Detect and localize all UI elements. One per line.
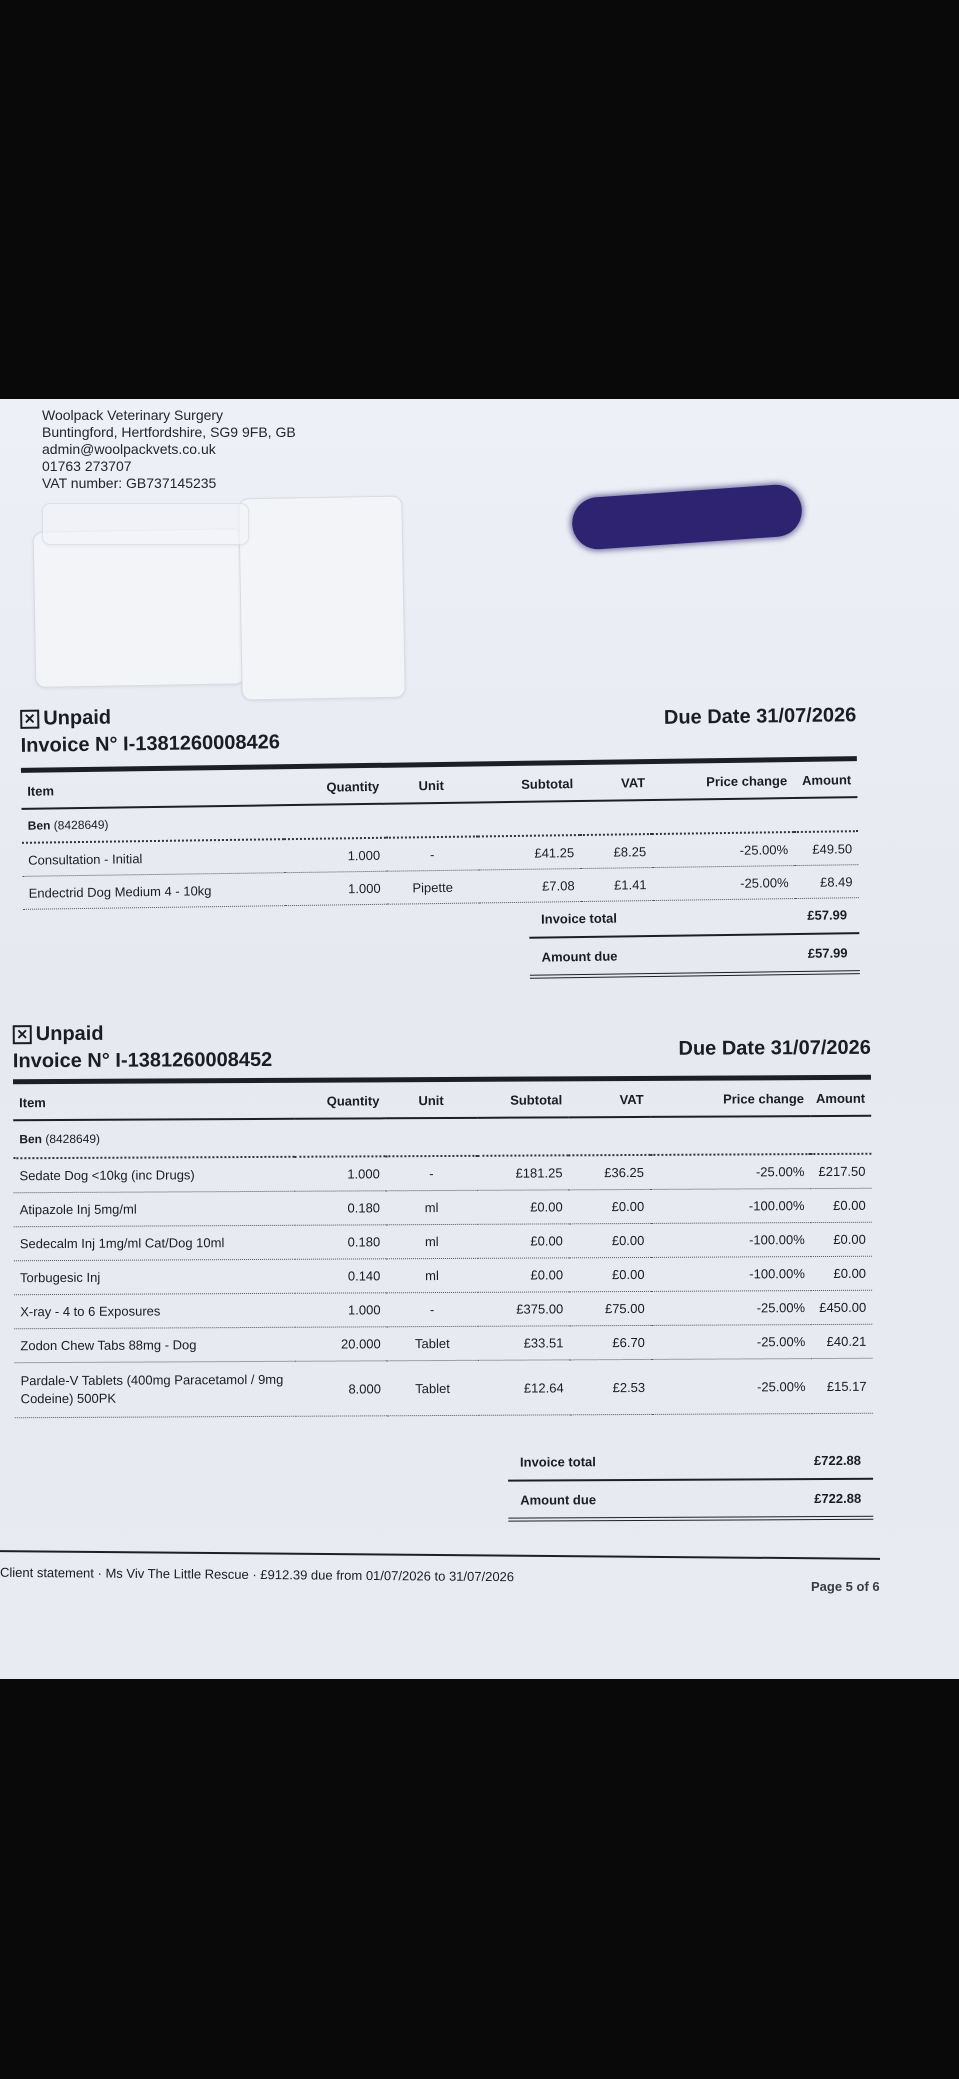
amount-due-row: Amount due £57.99 bbox=[529, 934, 860, 979]
header-subtotal: Subtotal bbox=[477, 766, 579, 802]
invoice-1-totals bbox=[529, 896, 860, 979]
invoice-2-number: Invoice N° I-1381260008452 bbox=[12, 1048, 273, 1073]
invoice-1-table bbox=[21, 762, 859, 910]
practice-phone: 01763 273707 bbox=[42, 458, 132, 474]
redaction-card-back bbox=[42, 503, 249, 545]
table-row: Pardale-V Tablets (400mg Paracetamol / 9mg Codeine) 500PK 8.000 Tablet £12.64 £2.53 -25.00% £15.17 bbox=[14, 1358, 872, 1417]
table-row: Sedecalm Inj 1mg/ml Cat/Dog 10ml 0.180 ml £0.00 £0.00 -100.00% £0.00 bbox=[14, 1222, 872, 1260]
header-item: Item bbox=[21, 770, 283, 809]
header-amount: Amount bbox=[810, 1081, 871, 1116]
header-quantity: Quantity bbox=[294, 1083, 386, 1118]
unpaid-x-icon: ✕ bbox=[13, 1025, 32, 1044]
redaction-card-middle bbox=[238, 496, 406, 701]
header-amount: Amount bbox=[793, 762, 857, 798]
invoice-2-due-date: Due Date 31/07/2026 bbox=[678, 1036, 871, 1060]
invoice-1-number: Invoice N° I-1381260008426 bbox=[20, 731, 281, 757]
invoice-1 bbox=[20, 696, 860, 988]
table-row: Atipazole Inj 5mg/ml 0.180 ml £0.00 £0.00 -100.00% £0.00 bbox=[14, 1188, 872, 1226]
redaction-scribble bbox=[570, 483, 803, 551]
document-page bbox=[0, 399, 959, 1679]
header-vat: VAT bbox=[568, 1082, 650, 1117]
header-price-change: Price change bbox=[650, 1081, 811, 1117]
pet-name: Ben bbox=[27, 818, 51, 833]
redaction-card-left bbox=[33, 528, 246, 688]
amount-due-row: Amount due £722.88 bbox=[508, 1480, 873, 1522]
invoice-2-totals bbox=[508, 1442, 873, 1522]
header-vat: VAT bbox=[579, 765, 651, 801]
practice-address: Buntingford, Hertfordshire, SG9 9FB, GB bbox=[42, 424, 296, 440]
table-row: Torbugesic Inj 0.140 ml £0.00 £0.00 -100.00% £0.00 bbox=[14, 1256, 872, 1294]
table-row: Endectrid Dog Medium 4 - 10kg 1.000 Pipette £7.08 £1.41 -25.00% £8.49 bbox=[22, 865, 858, 910]
page-number: Page 5 of 6 bbox=[811, 1579, 880, 1594]
table-row: X-ray - 4 to 6 Exposures 1.000 - £375.00 £75.00 -25.00% £450.00 bbox=[14, 1290, 872, 1328]
header-unit: Unit bbox=[385, 767, 477, 803]
unpaid-x-icon: ✕ bbox=[20, 710, 39, 729]
practice-name: Woolpack Veterinary Surgery bbox=[42, 407, 224, 423]
pet-id: (8428649) bbox=[53, 817, 109, 833]
client-statement: Client statement · Ms Viv The Little Rescue · £912.39 due from 01/07/2026 to 31/07/2026 bbox=[0, 1564, 515, 1585]
table-row: Sedate Dog <10kg (inc Drugs) 1.000 - £181.25 £36.25 -25.00% £217.50 bbox=[13, 1154, 871, 1193]
invoice-total-row: Invoice total £722.88 bbox=[508, 1442, 873, 1482]
header-subtotal: Subtotal bbox=[477, 1082, 569, 1117]
header-quantity: Quantity bbox=[283, 769, 385, 805]
header-unit: Unit bbox=[385, 1083, 476, 1118]
pet-id: (8428649) bbox=[45, 1131, 101, 1147]
header-price-change: Price change bbox=[651, 763, 793, 800]
invoice-2-table bbox=[13, 1081, 873, 1418]
pet-name: Ben bbox=[19, 1132, 43, 1147]
invoice-total-row: Invoice total £57.99 bbox=[529, 896, 859, 939]
invoice-2 bbox=[13, 1019, 874, 1523]
invoice-2-status: ✕ Unpaid bbox=[13, 1019, 871, 1046]
practice-vat: VAT number: GB737145235 bbox=[42, 475, 217, 491]
header-item: Item bbox=[13, 1084, 294, 1120]
table-row: Zodon Chew Tabs 88mg - Dog 20.000 Tablet £33.51 £6.70 -25.00% £40.21 bbox=[14, 1324, 872, 1362]
footer-rule bbox=[0, 1550, 880, 1560]
practice-address-block bbox=[42, 407, 296, 492]
table-row: Consultation - Initial 1.000 - £41.25 £8.25 -25.00% £49.50 bbox=[22, 831, 858, 876]
invoice-1-status: ✕ Unpaid bbox=[20, 696, 856, 731]
pet-row bbox=[13, 1116, 871, 1158]
practice-email: admin@woolpackvets.co.uk bbox=[42, 441, 216, 457]
invoice-1-due-date: Due Date 31/07/2026 bbox=[663, 704, 857, 729]
table-header-row bbox=[13, 1081, 871, 1120]
